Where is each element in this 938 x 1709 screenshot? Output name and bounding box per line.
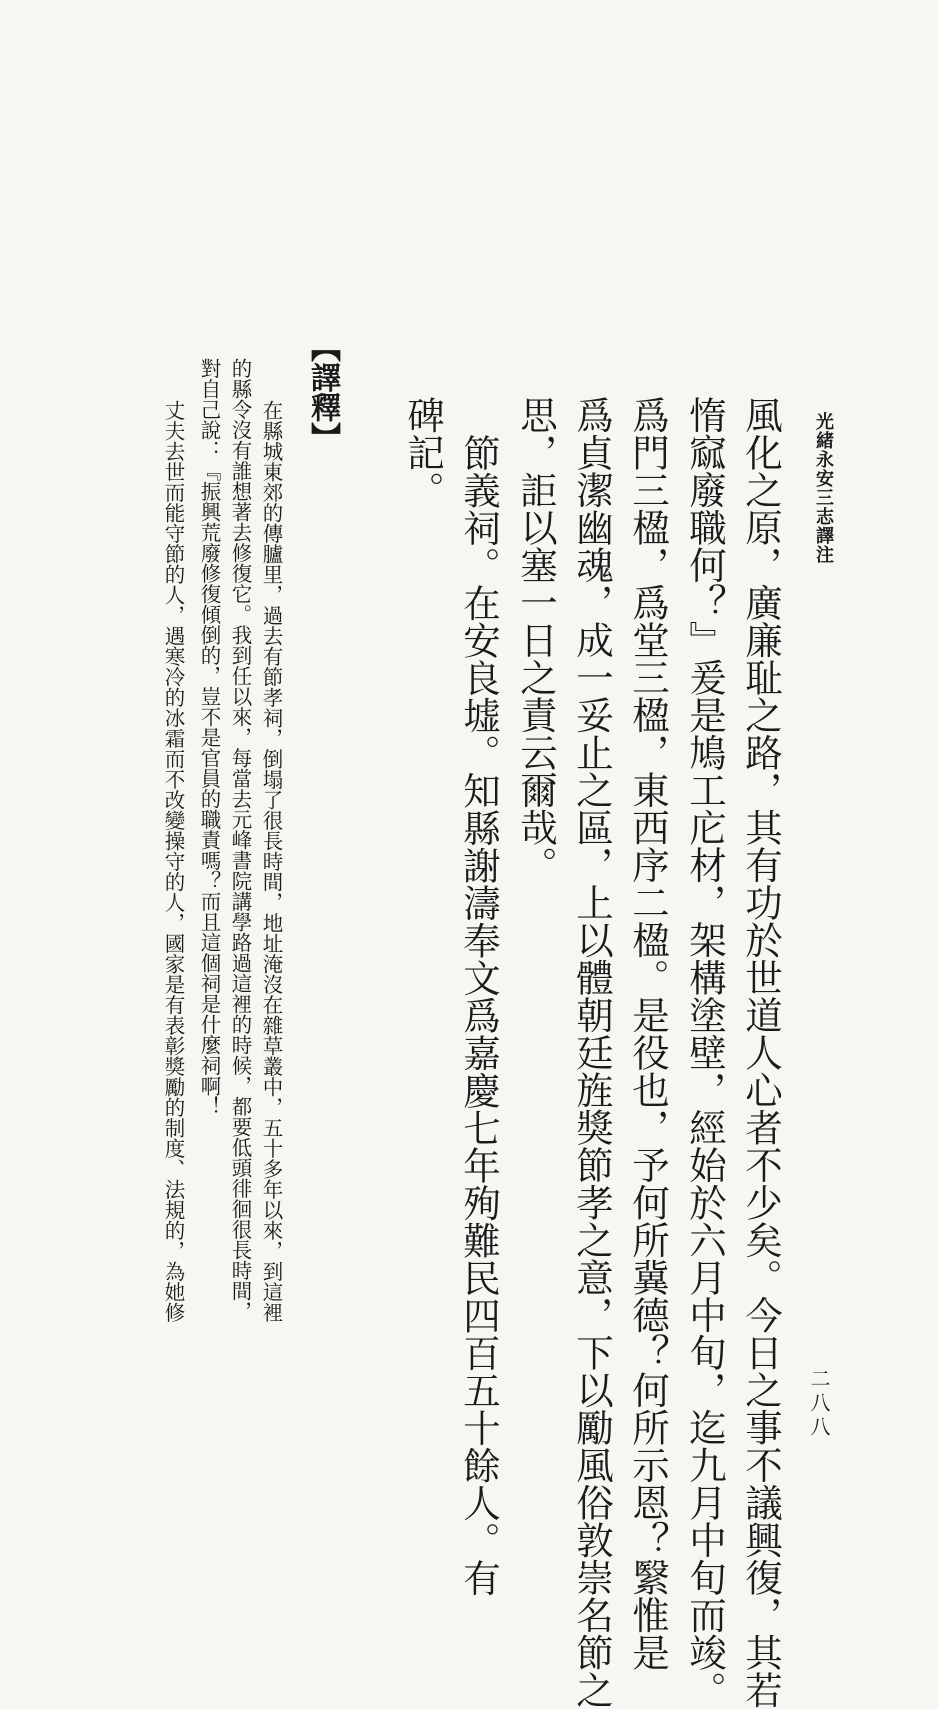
original-text-line: 爲貞潔幽魂，成一妥止之區，上以體朝廷旌獎節孝之意，下以勵風俗敦崇名節之 (570, 396, 614, 1709)
translation-line: 的縣令沒有誰想著去修復它。我到任以來，每當去元峰書院講學路過這裡的時候，都要低頭徘徊很長時間， (228, 358, 252, 1322)
translation-line: 對自己說：『振興荒廢修復傾倒的，豈不是官員的職責嗎？而且這個祠是什麼祠啊！ (197, 358, 221, 1117)
original-text-line: 惰窳廢職何？』爰是鳩工庀材，架構塗壁，經始於六月中旬，迄九月中旬而竣。 (683, 396, 727, 1709)
translation-line: 丈夫去世而能守節的人，遇寒冷的冰霜而不改變操守的人，國家是有表彰獎勵的制度、法規的，為她修 (161, 400, 185, 1323)
translation-heading: 【譯釋】 (305, 332, 340, 452)
original-text-line: 碑記。 (401, 396, 445, 509)
original-text-line: 思，詎以塞一日之責云爾哉。 (514, 396, 558, 884)
translation-line: 在縣城東郊的傳臚里，過去有節孝祠，倒塌了很長時間，地址淹沒在雜草叢中，五十多年以來，到這裡 (259, 400, 283, 1323)
page-number: 二八八 (807, 1368, 831, 1440)
original-text-line: 風化之原，廣廉耻之路，其有功於世道人心者不少矣。今日之事不議興復，其若 (739, 396, 783, 1709)
original-text-line: 爲門三楹，爲堂三楹，東西序二楹。是役也，予何所冀德？何所示恩？繄惟是 (626, 396, 670, 1671)
running-title: 光緒永安三志譯注 (813, 412, 834, 564)
original-text-line: 節義祠。在安良墟。知縣謝濤奉文爲嘉慶七年殉難民四百五十餘人。有 (457, 434, 501, 1597)
